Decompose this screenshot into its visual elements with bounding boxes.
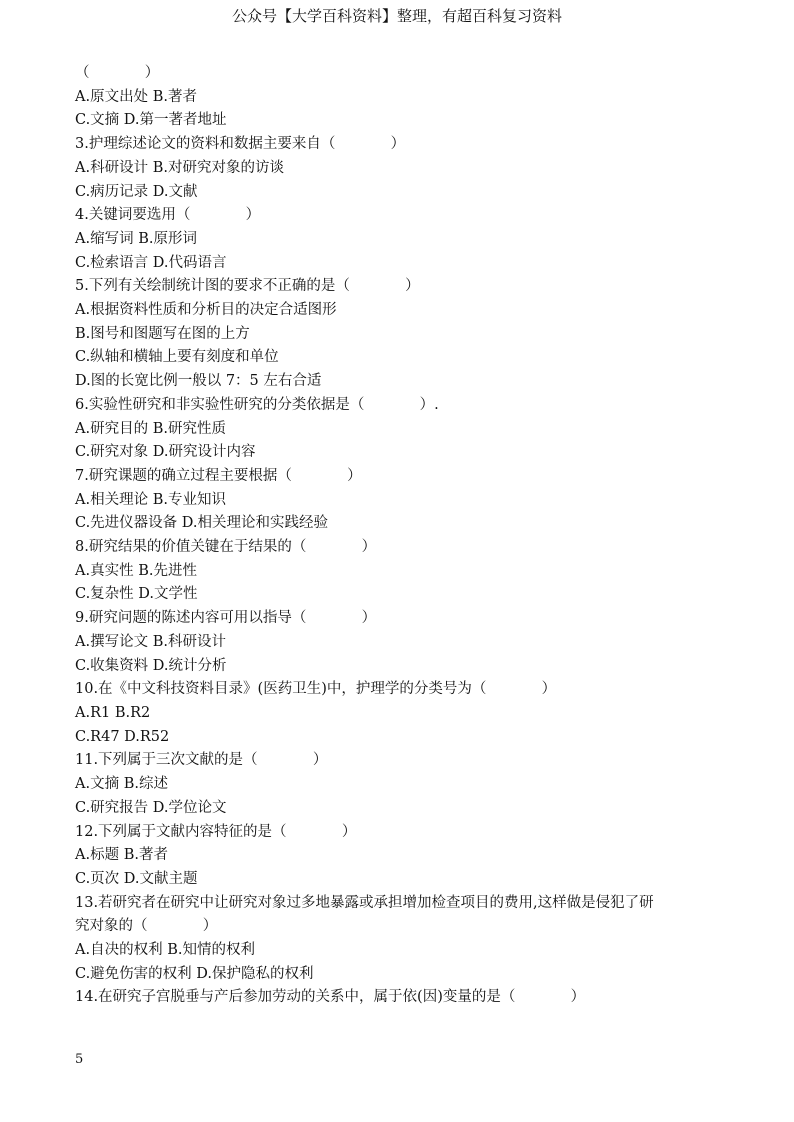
text-line: 5.下列有关绘制统计图的要求不正确的是（ ） <box>75 278 420 295</box>
text-line: C.先进仪器设备 D.相关理论和实践经验 <box>75 515 329 532</box>
text-line: C.检索语言 D.代码语言 <box>75 254 227 271</box>
text-line: C.病历记录 D.文献 <box>75 183 198 200</box>
page-number: 5 <box>75 1052 84 1067</box>
text-line: A.科研设计 B.对研究对象的访谈 <box>75 159 284 176</box>
text-line: C.文摘 D.第一著者地址 <box>75 112 227 129</box>
text-line: A.研究目的 B.研究性质 <box>75 420 226 437</box>
text-line: D.图的长宽比例一般以 7：5 左右合适 <box>75 373 322 390</box>
text-line: A.真实性 B.先进性 <box>75 562 197 579</box>
text-line: （ ） <box>75 65 160 81</box>
text-line: C.R47 D.R52 <box>75 728 170 745</box>
text-line: 究对象的（ ） <box>75 918 218 935</box>
text-line: A.文摘 B.综述 <box>75 776 168 793</box>
text-line: C.收集资料 D.统计分析 <box>75 657 227 674</box>
text-line: B.图号和图题写在图的上方 <box>75 325 250 342</box>
text-line: A.根据资料性质和分析目的决定合适图形 <box>75 302 337 319</box>
text-line: 12.下列属于文献内容特征的是（ ） <box>75 823 357 840</box>
text-line: 7.研究课题的确立过程主要根据（ ） <box>75 467 362 484</box>
text-line: C.复杂性 D.文学性 <box>75 586 198 603</box>
text-line: 10.在《中文科技资料目录》(医药卫生)中，护理学的分类号为（ ） <box>75 681 557 698</box>
text-line: C.研究报告 D.学位论文 <box>75 799 227 816</box>
text-line: A.标题 B.著者 <box>75 847 168 864</box>
text-line: A.R1 B.R2 <box>75 704 151 721</box>
text-line: C.页次 D.文献主题 <box>75 870 198 887</box>
page-header: 公众号【大学百科资料】整理，有超百科复习资料 <box>231 7 562 25</box>
text-line: 3.护理综述论文的资料和数据主要来自（ ） <box>75 136 406 153</box>
text-line: C.研究对象 D.研究设计内容 <box>75 444 256 461</box>
text-line: 11.下列属于三次文献的是（ ） <box>75 752 328 769</box>
text-line: 4.关键词要选用（ ） <box>75 207 261 224</box>
text-line: 6.实验性研究和非实验性研究的分类依据是（ ）. <box>75 396 439 413</box>
text-line: 13.若研究者在研究中让研究对象过多地暴露或承担增加检查项目的费用,这样做是侵犯了研 <box>75 894 654 911</box>
text-line: A.原文出处 B.著者 <box>75 88 197 105</box>
question-list <box>75 62 735 1010</box>
text-line: A.撰写论文 B.科研设计 <box>75 633 226 650</box>
text-line: A.相关理论 B.专业知识 <box>75 491 226 508</box>
text-line: 14.在研究子宫脱垂与产后参加劳动的关系中，属于依(因)变量的是（ ） <box>75 989 586 1006</box>
text-line: C.纵轴和横轴上要有刻度和单位 <box>75 349 279 366</box>
text-line: A.自决的权利 B.知情的权利 <box>75 942 255 959</box>
text-line: 8.研究结果的价值关键在于结果的（ ） <box>75 539 377 556</box>
text-line: A.缩写词 B.原形词 <box>75 230 197 247</box>
text-line: C.避免伤害的权利 D.保护隐私的权利 <box>75 965 314 982</box>
text-line: 9.研究问题的陈述内容可用以指导（ ） <box>75 610 377 627</box>
